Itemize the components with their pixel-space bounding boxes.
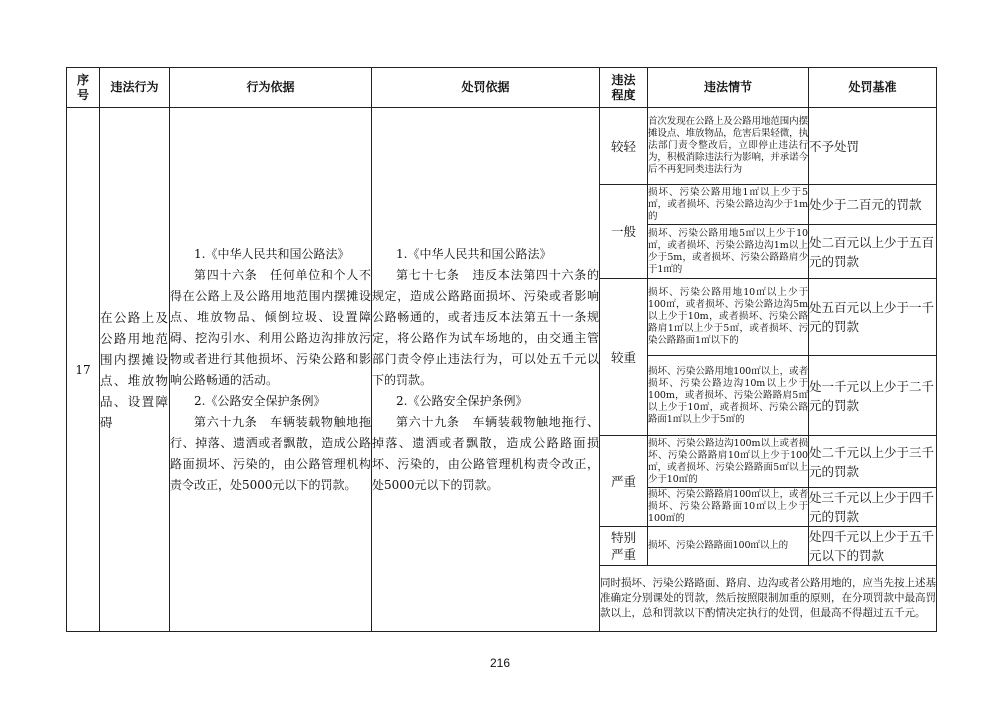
degree-minor: 较轻 xyxy=(600,108,648,185)
header-act: 违法行为 xyxy=(100,68,170,108)
header-standard: 处罚基准 xyxy=(809,68,937,108)
circumstance-cell: 首次发现在公路上及公路用地范围内摆摊设点、堆放物品，危害后果轻微，执法部门责令整改后，立即停止违法行为，积极消除违法行为影响，并承诺今后不再犯同类违法行为 xyxy=(648,108,809,185)
page-number: 216 xyxy=(489,656,511,670)
standard-cell: 处四千元以上少于五千元以下的罚款 xyxy=(809,527,937,566)
penalty-paragraph: 第七十七条 违反本法第四十六条的规定，造成公路路面损坏、污染或者影响公路畅通的，或者违反本法第五十一条规定，将公路作为试车场地的，由交通主管部门责令停止违法行为，可以处五千元以下的罚款。 xyxy=(372,267,599,387)
header-seq: 序号 xyxy=(67,68,100,108)
penalty-paragraph: 1.《中华人民共和国公路法》 xyxy=(396,246,552,261)
header-circumstance: 违法情节 xyxy=(648,68,809,108)
row-seq: 17 xyxy=(67,108,100,632)
penalty-standard-table xyxy=(66,67,937,632)
standard-cell: 处五百元以上少于一千元的罚款 xyxy=(809,279,937,356)
combined-penalty-note: 同时损坏、污染公路路面、路肩、边沟或者公路用地的，应当先按上述基准确定分别课处的罚款，然后按照限制加重的原则，在分项罚款中最高罚款以上，总和罚款以下酌情决定执行的处罚，但最高不得超过五千元。 xyxy=(600,566,937,632)
circumstance-cell: 损坏、污染公路用地10㎡以上少于100㎡，或者损坏、污染公路边沟5m以上少于10m，或者损坏、污染公路路肩1㎡以上少于5㎡，或者损坏、污染公路路面1㎡以下的 xyxy=(648,279,809,356)
circumstance-cell: 损坏、污染公路路面100㎡以上的 xyxy=(648,527,809,566)
degree-special: 特别严重 xyxy=(600,527,648,566)
circumstance-cell: 损坏、污染公路路肩100㎡以上，或者损坏、污染公路路面10㎡以上少于100㎡的 xyxy=(648,488,809,527)
circumstance-cell: 损坏、污染公路用地5㎡以上少于10㎡，或者损坏、污染公路边沟1m以上少于5m，或者损坏、污染公路路肩少于1㎡的 xyxy=(648,225,809,279)
standard-cell: 处一千元以上少于二千元的罚款 xyxy=(809,356,937,436)
penalty-basis xyxy=(372,108,600,632)
table-row xyxy=(67,108,937,185)
penalty-paragraph: 2.《公路安全保护条例》 xyxy=(396,393,528,408)
standard-cell: 处少于二百元的罚款 xyxy=(809,185,937,225)
circumstance-cell: 损坏、污染公路用地1㎡以上少于5㎡，或者损坏、污染公路边沟少于1m的 xyxy=(648,185,809,225)
basis-paragraph: 第四十六条 任何单位和个人不得在公路上及公路用地范围内摆摊设点、堆放物品、倾倒垃圾、设置障碍、挖沟引水、利用公路边沟排放污物或者进行其他损坏、污染公路和影响公路畅通的活动。 xyxy=(170,267,371,387)
basis-paragraph: 1.《中华人民共和国公路法》 xyxy=(194,246,350,261)
header-degree: 违法程度 xyxy=(600,68,648,108)
header-basis: 行为依据 xyxy=(170,68,372,108)
penalty-paragraph: 第六十九条 车辆装载物触地拖行、掉落、遗洒或者飘散，造成公路路面损坏、污染的，由公路管理机构责令改正，处5000元以下的罚款。 xyxy=(372,414,599,492)
header-penalty-basis: 处罚依据 xyxy=(372,68,600,108)
basis-paragraph: 2.《公路安全保护条例》 xyxy=(194,393,326,408)
circumstance-cell: 损坏、污染公路边沟100m以上或者损坏、污染公路路肩10㎡以上少于100㎡，或者损坏、污染公路路面5㎡以上少于10㎡的 xyxy=(648,436,809,488)
behavior-basis xyxy=(170,108,372,632)
standard-cell: 处二千元以上少于三千元的罚款 xyxy=(809,436,937,488)
header-row xyxy=(67,68,937,108)
standard-cell: 处二百元以上少于五百元的罚款 xyxy=(809,225,937,279)
violation-act: 在公路上及公路用地范围内摆摊设点、堆放物品、设置障碍 xyxy=(100,108,170,632)
degree-general: 一般 xyxy=(600,185,648,279)
degree-severe: 严重 xyxy=(600,436,648,527)
standard-cell: 不予处罚 xyxy=(809,108,937,185)
degree-heavier: 较重 xyxy=(600,279,648,436)
basis-paragraph: 第六十九条 车辆装载物触地拖行、掉落、遗洒或者飘散，造成公路路面损坏、污染的，由公路管理机构责令改正，处5000元以下的罚款。 xyxy=(170,414,371,492)
circumstance-cell: 损坏、污染公路用地100㎡以上，或者损坏、污染公路边沟10m以上少于100m，或者损坏、污染公路路肩5㎡以上少于10㎡，或者损坏、污染公路路面1㎡以上少于5㎡的 xyxy=(648,356,809,436)
standard-cell: 处三千元以上少于四千元的罚款 xyxy=(809,488,937,527)
